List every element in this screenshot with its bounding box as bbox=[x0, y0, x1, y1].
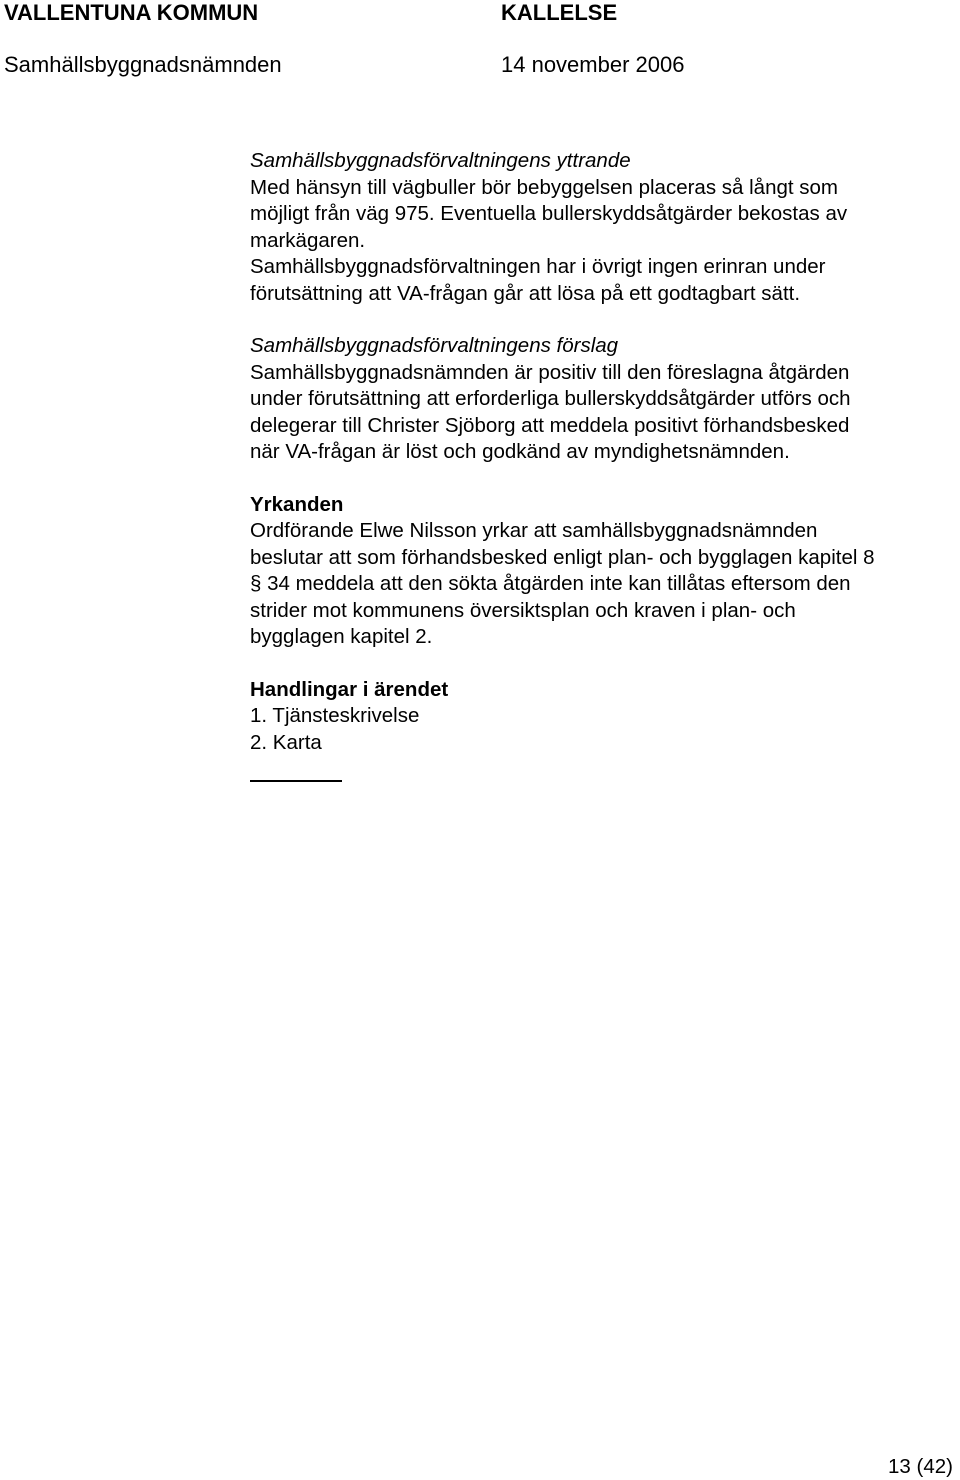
statement-section bbox=[250, 148, 940, 307]
proposal-line: under förutsättning att erforderliga bullerskyddsåtgärder utförs och bbox=[250, 387, 851, 410]
motions-line: Ordförande Elwe Nilsson yrkar att samhällsbyggnadsnämnden bbox=[250, 519, 818, 542]
board-name: Samhällsbyggnadsnämnden bbox=[4, 52, 282, 77]
statement-heading: Samhällsbyggnadsförvaltningens yttrande bbox=[250, 149, 631, 172]
motions-line: strider mot kommunens översiktsplan och kraven i plan- och bbox=[250, 598, 796, 622]
proposal-line: delegerar till Christer Sjöborg att meddela positivt förhandsbesked bbox=[250, 413, 850, 437]
document-body bbox=[250, 148, 940, 782]
proposal-heading: Samhällsbyggnadsförvaltningens förslag bbox=[250, 334, 619, 357]
motions-line: beslutar att som förhandsbesked enligt plan- och bygglagen kapitel 8 bbox=[250, 545, 875, 569]
documents-section bbox=[250, 677, 940, 783]
proposal-line: när VA-frågan är löst och godkänd av myndighetsnämnden. bbox=[250, 440, 790, 463]
proposal-line: Samhällsbyggnadsnämnden är positiv till den föreslagna åtgärden bbox=[250, 360, 850, 384]
motions-line: § 34 meddela att den sökta åtgärden inte kan tillåtas eftersom den bbox=[250, 572, 851, 595]
meeting-date: 14 november 2006 bbox=[501, 52, 685, 77]
page-number: 13 (42) bbox=[888, 1455, 953, 1478]
statement-line: förutsättning att VA-frågan går att lösa på ett godtagbart sätt. bbox=[250, 281, 801, 305]
motions-line: bygglagen kapitel 2. bbox=[250, 625, 433, 648]
statement-line: Med hänsyn till vägbuller bör bebyggelsen placeras så långt som bbox=[250, 175, 839, 199]
document-list-item: 2. Karta bbox=[250, 730, 322, 754]
statement-line: möjligt från väg 975. Eventuella bullerskyddsåtgärder bekostas av bbox=[250, 202, 848, 225]
organization-name: VALLENTUNA KOMMUN bbox=[4, 0, 259, 25]
motions-section bbox=[250, 492, 940, 651]
end-rule bbox=[250, 780, 342, 782]
statement-line: Samhällsbyggnadsförvaltningen har i övrigt ingen erinran under bbox=[250, 255, 826, 278]
document-type: KALLELSE bbox=[501, 0, 618, 25]
documents-heading: Handlingar i ärendet bbox=[250, 677, 449, 701]
motions-heading: Yrkanden bbox=[250, 492, 344, 516]
document-list-item: 1. Tjänsteskrivelse bbox=[250, 704, 420, 727]
statement-line: markägaren. bbox=[250, 228, 366, 252]
proposal-section bbox=[250, 333, 940, 466]
